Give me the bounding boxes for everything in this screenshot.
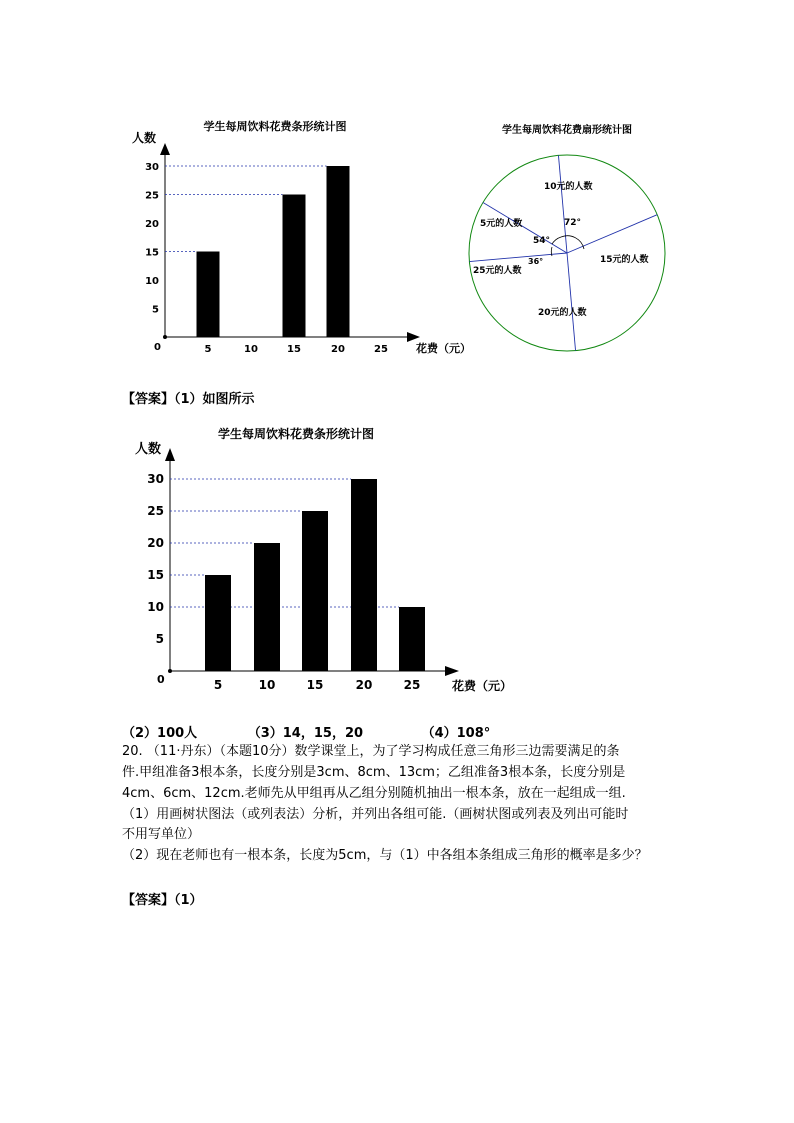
answer-2-line <box>122 722 490 741</box>
bar2-xtick-5: 5 <box>213 678 223 692</box>
bar-chart-1-ylabel: 人数 <box>132 131 157 145</box>
bar2-xtick-15: 15 <box>306 678 324 692</box>
pie-chart <box>465 115 675 355</box>
bar-chart-2-ylabel: 人数 <box>135 442 162 457</box>
question-20-line-2: 件.甲组准备3根本条，长度分别是3cm、8cm、13cm；乙组准备3根本条，长度分别是 <box>122 765 626 780</box>
bar-chart-1-origin-dot <box>163 335 167 339</box>
bar-chart-1-title: 学生每周饮料花费条形统计图 <box>203 120 347 133</box>
bar1-ytick-20: 20 <box>145 219 159 230</box>
bar1-bar-5 <box>197 252 220 338</box>
bar-chart-1-origin: 0 <box>154 342 161 353</box>
bar-chart-1-y-arrow <box>160 143 170 155</box>
answer-4: （4）108° <box>421 726 491 741</box>
answer-final-label: 【答案】（1） <box>122 893 203 908</box>
bar2-xtick-10: 10 <box>258 678 276 692</box>
bar-chart-2-origin-dot <box>168 669 172 673</box>
bar1-ytick-25: 25 <box>145 190 159 202</box>
bar2-bar-20 <box>351 479 377 671</box>
bar2-ytick-20: 20 <box>147 536 164 550</box>
bar-chart-2-y-arrow <box>165 448 175 461</box>
bar1-xtick-15: 15 <box>287 344 301 355</box>
bar-chart-2-x-arrow <box>445 666 459 676</box>
bar-chart-2 <box>125 420 535 700</box>
bar1-ytick-15: 15 <box>145 247 159 259</box>
bar1-xtick-25: 25 <box>374 344 388 355</box>
pie-angle-54: 54° <box>533 236 551 246</box>
question-20-line-4: （1）用画树状图法（或列表法）分析，并列出各组可能.（画树状图或列表及列出可能时 <box>122 807 629 822</box>
bar1-xtick-20: 20 <box>331 344 345 355</box>
bar1-xtick-10: 10 <box>244 344 258 355</box>
answer-1-label: 【答案】（1）如图所示 <box>122 392 255 407</box>
bar2-ytick-15: 15 <box>147 568 164 582</box>
bar2-ytick-5: 5 <box>155 632 164 646</box>
bar1-bar-20 <box>327 166 350 337</box>
pie-label-5: 5元的人数 <box>480 219 523 229</box>
pie-label-20: 20元的人数 <box>538 308 587 318</box>
answer-3: （3）14，15，20 <box>247 726 364 741</box>
bar2-bar-25 <box>399 607 425 671</box>
pie-chart-title: 学生每周饮料花费扇形统计图 <box>502 125 632 136</box>
bar2-xtick-20: 20 <box>355 678 373 692</box>
bar2-bar-5 <box>205 575 231 671</box>
bar-chart-2-origin: 0 <box>157 673 165 686</box>
answer-2: （2）100人 <box>122 726 198 741</box>
bar-chart-1-x-arrow <box>407 332 420 342</box>
bar1-ytick-5: 5 <box>152 304 159 316</box>
bar2-ytick-30: 30 <box>147 472 164 486</box>
question-20-line-6: （2）现在老师也有一根本条，长度为5cm，与（1）中各组本条组成三角形的概率是多少？ <box>122 848 648 863</box>
bar1-xtick-5: 5 <box>204 344 212 355</box>
bar2-xtick-25: 25 <box>403 678 421 692</box>
pie-angle-72: 72° <box>564 218 582 228</box>
pie-angle-36: 36° <box>528 257 544 266</box>
pie-label-10: 10元的人数 <box>544 182 593 192</box>
question-20-line-1: 20. （11·丹东）（本题10分）数学课堂上，为了学习构成任意三角形三边需要满足的条 <box>122 744 620 759</box>
bar2-ytick-10: 10 <box>147 600 164 614</box>
bar-chart-1-xlabel: 花费（元） <box>416 342 471 355</box>
pie-label-15: 15元的人数 <box>600 255 649 265</box>
bar-chart-2-xlabel: 花费（元） <box>452 679 513 693</box>
bar-chart-2-title: 学生每周饮料花费条形统计图 <box>217 427 375 441</box>
bar1-ytick-30: 30 <box>145 162 159 173</box>
question-20-line-5: 不用写单位） <box>122 827 201 842</box>
bar-chart-1 <box>120 110 490 370</box>
bar2-bar-15 <box>302 511 328 671</box>
bar2-bar-10 <box>254 543 280 671</box>
question-20-line-3: 4cm、6cm、12cm.老师先从甲组再从乙组分别随机抽出一根本条，放在一起组成一组. <box>122 786 626 801</box>
bar2-ytick-25: 25 <box>147 504 164 518</box>
bar1-bar-15 <box>283 195 306 338</box>
pie-label-25: 25元的人数 <box>473 266 522 276</box>
bar1-ytick-10: 10 <box>145 276 159 287</box>
